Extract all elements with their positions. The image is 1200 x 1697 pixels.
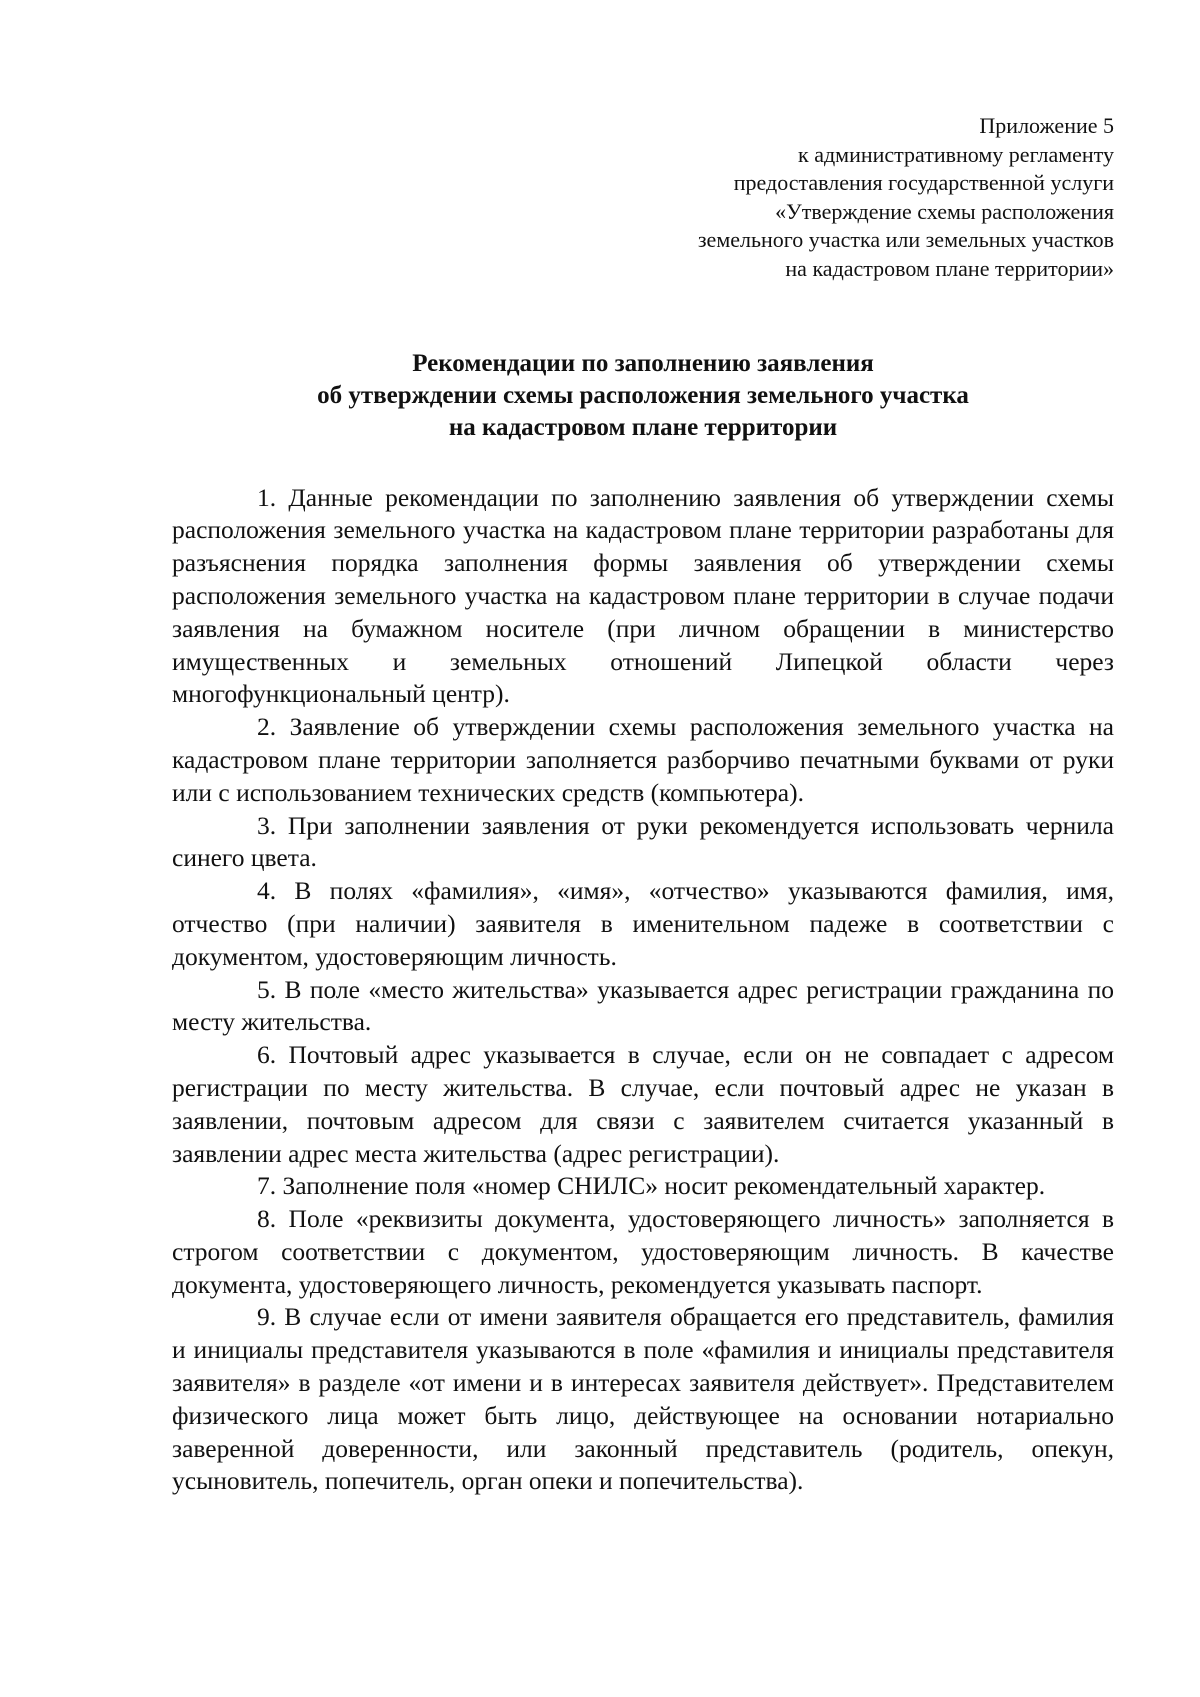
title-line: Рекомендации по заполнению заявления: [412, 349, 874, 377]
paragraph-7: 7. Заполнение поля «номер СНИЛС» носит рекомендательный характер.: [257, 1171, 1046, 1201]
appendix-line: на кадастровом плане территории»: [785, 255, 1114, 281]
appendix-line: Приложение 5: [979, 113, 1114, 138]
appendix-header: [172, 112, 1114, 284]
appendix-line: земельного участка или земельных участков: [697, 227, 1114, 253]
title-line: об утверждении схемы расположения земельного участка: [317, 381, 969, 409]
paragraph-9: 9. В случае если от имени заявителя обращается его представитель, фамилия и инициалы представителя указываются в поле «фамилия и инициалы представителя заявителя» в разделе «от имени и в интересах заявителя действует». Представителем физического лица может быть лицо, действующее на основании нотариально заверенной доверенности, или законный представитель (родитель, опекун, усыновитель, попечитель, орган опеки и попечительства).: [172, 1302, 1114, 1496]
title-line: на кадастровом плане территории: [448, 413, 838, 441]
document-title: [172, 348, 1114, 444]
paragraph-1: 1. Данные рекомендации по заполнению заявления об утверждении схемы расположения земельного участка на кадастровом плане территории разработаны для разъяснения порядка заполнения формы заявления об утверждении схемы расположения земельного участка на кадастровом плане территории в случае подачи заявления на бумажном носителе (при личном обращении в министерство имущественных и земельных отношений Липецкой области через многофункциональный центр).: [172, 482, 1114, 709]
appendix-line: «Утверждение схемы расположения: [775, 198, 1114, 224]
appendix-line: к административному регламенту: [798, 141, 1114, 167]
paragraph-8: 8. Поле «реквизиты документа, удостоверяющего личность» заполняется в строгом соответствии с документом, удостоверяющим личность. В качестве документа, удостоверяющего личность, рекомендуется указывать паспорт.: [172, 1204, 1114, 1299]
document-body: [172, 482, 1114, 1499]
appendix-line: предоставления государственной услуги: [733, 170, 1114, 196]
paragraph-4: 4. В полях «фамилия», «имя», «отчество» указываются фамилия, имя, отчество (при наличии) заявителя в именительном падеже в соответствии с документом, удостоверяющим личность.: [172, 876, 1114, 971]
paragraph-2: 2. Заявление об утверждении схемы расположения земельного участка на кадастровом плане территории заполняется разборчиво печатными буквами от руки или с использованием технических средств (компьютера).: [172, 712, 1114, 807]
paragraph-5: 5. В поле «место жительства» указывается адрес регистрации гражданина по месту жительства.: [172, 974, 1114, 1037]
paragraph-3: 3. При заполнении заявления от руки рекомендуется использовать чернила синего цвета.: [172, 810, 1114, 873]
paragraph-6: 6. Почтовый адрес указывается в случае, если он не совпадает с адресом регистрации по месту жительства. В случае, если почтовый адрес не указан в заявлении, почтовым адресом для связи с заявителем считается указанный в заявлении адрес места жительства (адрес регистрации).: [172, 1040, 1114, 1168]
